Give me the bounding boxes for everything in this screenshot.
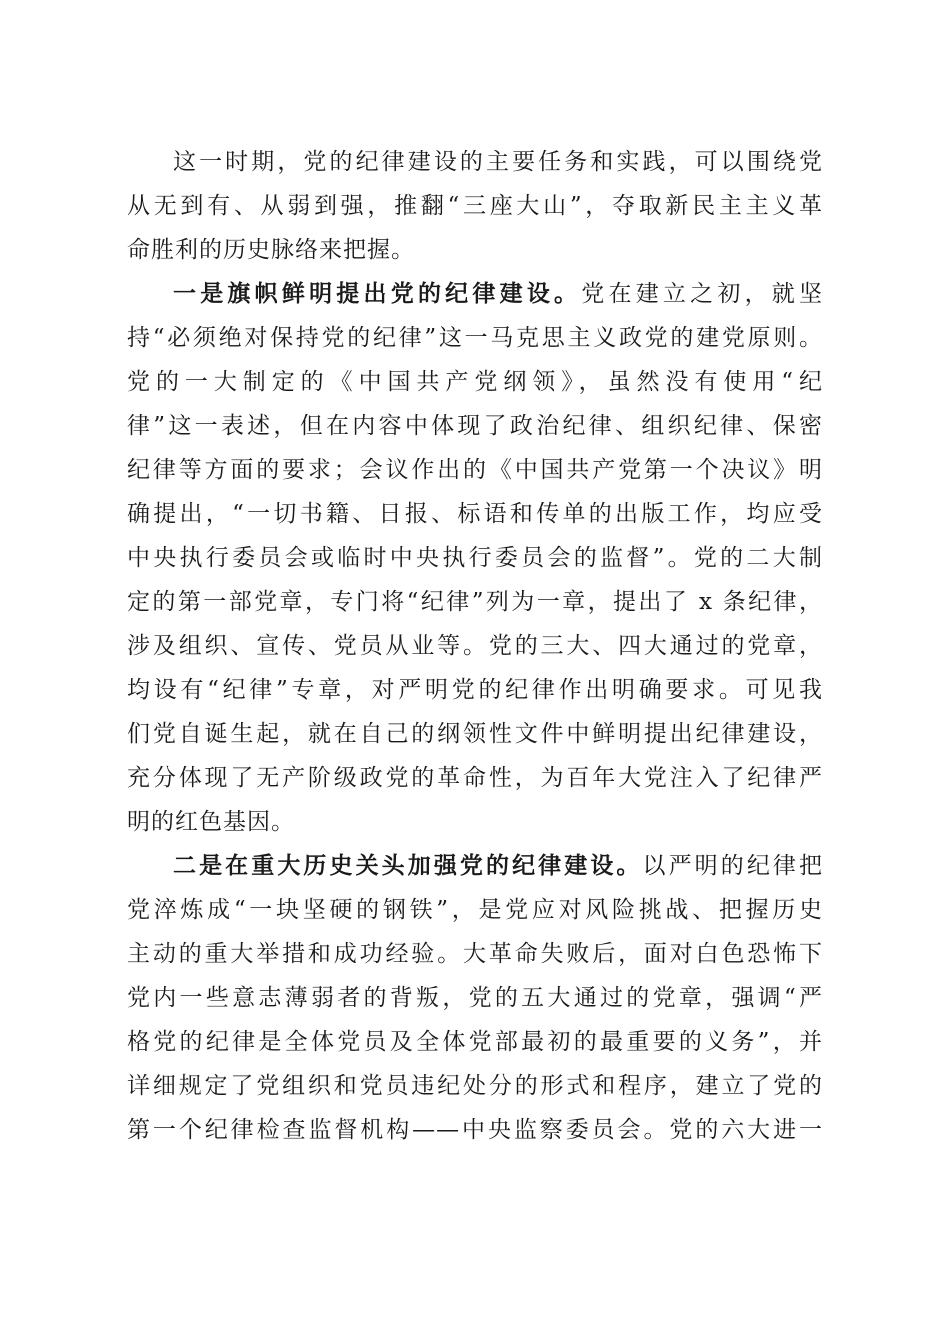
text-line (127, 800, 823, 844)
text-line (127, 1108, 823, 1152)
line-text: 党淬炼成“一块坚硬的钢铁”，是党应对风险挑战、把握历史 (127, 897, 823, 923)
text-line (127, 624, 823, 668)
text-line (127, 316, 823, 360)
line-text: 党在建立之初，就坚 (581, 281, 824, 307)
text-line (127, 580, 823, 624)
text-line (127, 844, 823, 888)
text-line (127, 932, 823, 976)
text-line (127, 756, 823, 800)
text-line (127, 272, 823, 316)
text-line (127, 1064, 823, 1108)
line-text: 以严明的纪律把 (642, 853, 824, 879)
text-line (127, 404, 823, 448)
line-text: 涉及组织、宣传、党员从业等。党的三大、四大通过的党章， (127, 633, 823, 659)
line-text: 律”这一表述，但在内容中体现了政治纪律、组织纪律、保密 (127, 413, 823, 439)
line-text: 持“必须绝对保持党的纪律”这一马克思主义政党的建党原则。 (127, 325, 823, 351)
line-text: 定的第一部党章，专门将“纪律”列为一章，提出了 x 条纪律， (127, 589, 823, 615)
line-text: 党内一些意志薄弱者的背叛，党的五大通过的党章，强调“严 (127, 985, 823, 1011)
text-line (127, 360, 823, 404)
point-heading: 一是旗帜鲜明提出党的纪律建设。 (173, 280, 582, 307)
line-text: 中央执行委员会或临时中央执行委员会的监督”。党的二大制 (127, 545, 823, 571)
text-line (127, 976, 823, 1020)
line-text: 们党自诞生起，就在自己的纲领性文件中鲜明提出纪律建设， (127, 721, 823, 747)
line-text: 纪律等方面的要求；会议作出的《中国共产党第一个决议》明 (127, 457, 823, 483)
point-heading: 二是在重大历史关头加强党的纪律建设。 (173, 852, 643, 879)
line-text: 主动的重大举措和成功经验。大革命失败后，面对白色恐怖下 (127, 941, 823, 967)
line-text: 第一个纪律检查监督机构——中央监察委员会。党的六大进一 (127, 1117, 823, 1143)
text-line (127, 888, 823, 932)
line-text: 命胜利的历史脉络来把握。 (127, 237, 415, 263)
line-text: 均设有“纪律”专章，对严明党的纪律作出明确要求。可见我 (127, 677, 823, 703)
line-text: 明的红色基因。 (127, 809, 295, 835)
text-line (127, 184, 823, 228)
text-line (127, 140, 823, 184)
text-line (127, 536, 823, 580)
text-line (127, 492, 823, 536)
paragraph-intro (127, 140, 823, 272)
text-line (127, 448, 823, 492)
line-text: 党的一大制定的《中国共产党纲领》，虽然没有使用“纪 (127, 369, 823, 395)
line-text: 格党的纪律是全体党员及全体党部最初的最重要的义务”，并 (127, 1029, 823, 1055)
line-text: 从无到有、从弱到强，推翻“三座大山”，夺取新民主主义革 (127, 193, 823, 219)
text-line (127, 668, 823, 712)
line-text: 确提出，“一切书籍、日报、标语和传单的出版工作，均应受 (127, 501, 823, 527)
text-line (127, 1020, 823, 1064)
line-text: 这一时期，党的纪律建设的主要任务和实践，可以围绕党 (173, 149, 823, 175)
paragraph-point-two (127, 844, 823, 1152)
line-text: 详细规定了党组织和党员违纪处分的形式和程序，建立了党的 (127, 1073, 823, 1099)
line-text: 充分体现了无产阶级政党的革命性，为百年大党注入了纪律严 (127, 765, 823, 791)
document-body (127, 140, 823, 1152)
text-line (127, 228, 823, 272)
paragraph-point-one (127, 272, 823, 844)
text-line (127, 712, 823, 756)
